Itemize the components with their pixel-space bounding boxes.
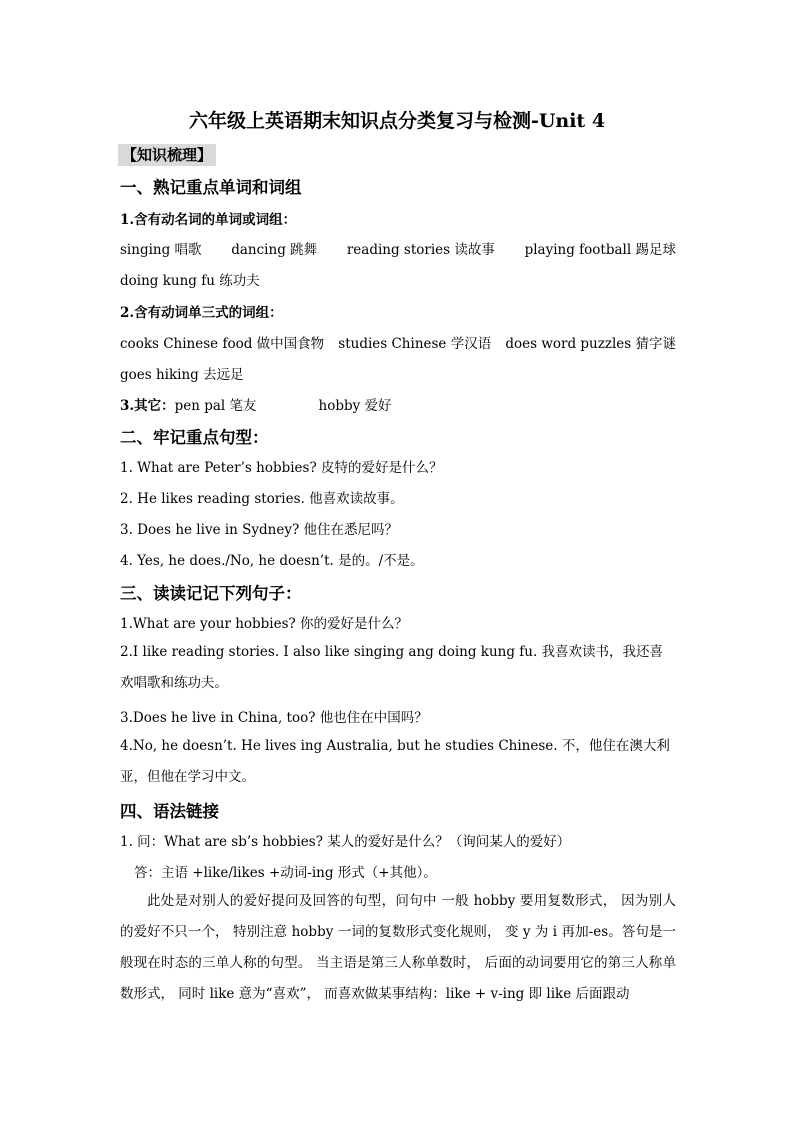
subheading-gerunds: 1.含有动名词的单词或词组：	[120, 212, 297, 228]
grammar-answer: 答：主语 +like/likes +动词-ing 形式（+其他）。	[134, 865, 437, 881]
list-item: dancing 跳舞	[231, 242, 318, 258]
section-3-heading: 三、读读记记下列句子：	[120, 584, 302, 603]
section-2-heading: 二、牢记重点句型：	[120, 428, 269, 447]
list-item: goes hiking 去远足	[120, 367, 244, 383]
subheading-third-person: 2.含有动词单三式的词组：	[120, 305, 283, 321]
third-person-list	[120, 332, 676, 352]
grammar-question: 1. 问：What are sb’s hobbies? 某人的爱好是什么？（询问某人的爱好）	[120, 834, 571, 850]
list-item: does word puzzles 猜字谜	[505, 336, 676, 352]
sentence-line: 2. He likes reading stories. 他喜欢读故事。	[120, 491, 404, 507]
sentence-line: 2.I like reading stories. I also like singing ang doing kung fu. 我喜欢读书，我还喜欢唱歌和练功夫。	[120, 644, 664, 691]
list-item: playing football 踢足球	[524, 242, 676, 258]
list-item: studies Chinese 学汉语	[338, 336, 492, 352]
section-tag: 【知识梳理】	[118, 144, 216, 166]
sentence-line: 4.No, he doesn’t. He lives ing Australia, but he studies Chinese. 不，他住在澳大利亚，但他在学习中文。	[120, 738, 670, 785]
list-item: pen pal 笔友	[174, 398, 257, 414]
list-item: doing kung fu 练功夫	[120, 273, 260, 289]
section-4-heading: 四、语法链接	[120, 802, 219, 821]
section-1-heading: 一、熟记重点单词和词组	[120, 178, 302, 197]
sentence-line: 3.Does he live in China, too? 他也住在中国吗？	[120, 710, 428, 726]
sentence-line: 1.What are your hobbies? 你的爱好是什么？	[120, 616, 409, 632]
sentence-line: 3. Does he live in Sydney? 他住在悉尼吗？	[120, 522, 399, 538]
list-item: hobby 爱好	[318, 398, 392, 414]
subheading-other: 3.其它：	[120, 398, 175, 414]
gerund-list	[120, 238, 676, 258]
other-words-line	[120, 394, 392, 414]
page-title: 六年级上英语期末知识点分类复习与检测-Unit 4	[188, 110, 606, 132]
grammar-explanation: 此处是对别人的爱好提问及回答的句型，问句中 一般 hobby 要用复数形式， 因为别人的爱好不只一个， 特别注意 hobby 一词的复数形式变化规则， 变 y 为 i 再加-es。答句是一般现在时态的三单人称的句型。 当主语是第三人称单数时， 后面的动词要用它的第三人称单数形式， 同时 like 意为“喜欢”， 而喜欢做某事结构：like + v-ing 即 like 后面跟动	[120, 893, 676, 1002]
list-item: singing 唱歌	[120, 242, 202, 258]
list-item: reading stories 读故事	[346, 242, 495, 258]
sentence-line: 1. What are Peter’s hobbies? 皮特的爱好是什么？	[120, 460, 443, 476]
list-item: cooks Chinese food 做中国食物	[120, 336, 325, 352]
sentence-line: 4. Yes, he does./No, he doesn’t. 是的。/不是。	[120, 553, 424, 569]
